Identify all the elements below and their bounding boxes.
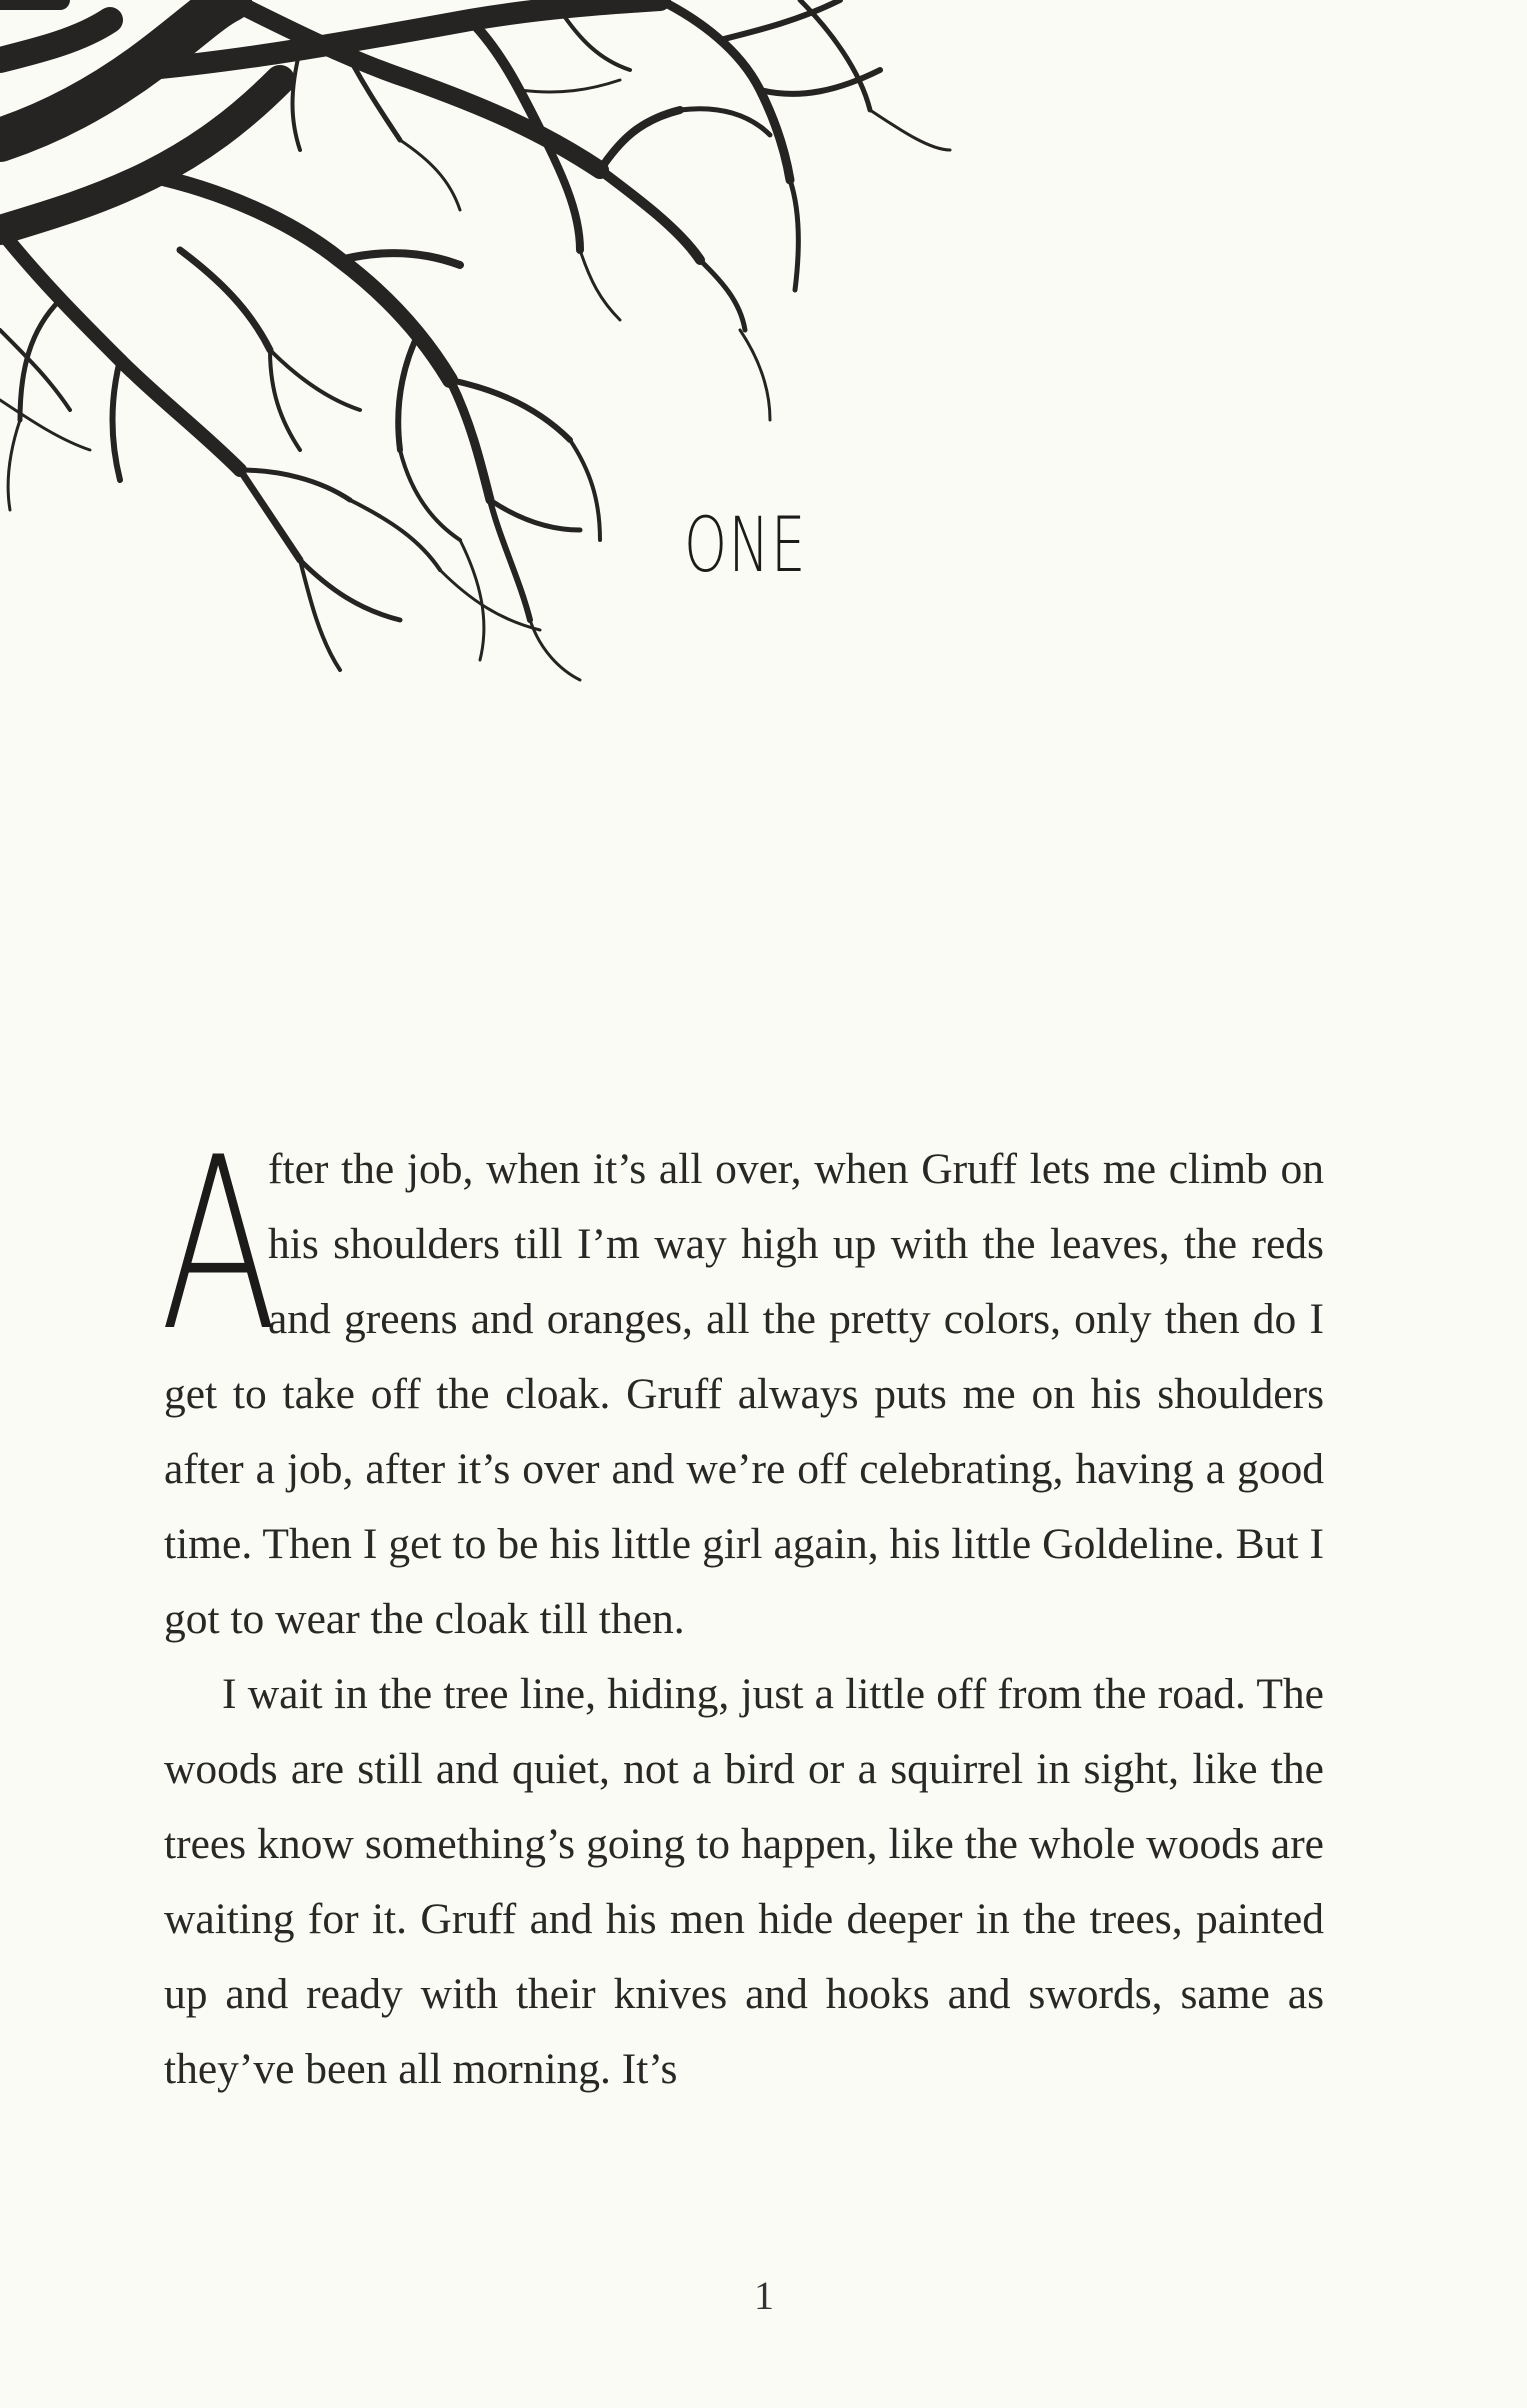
chapter-title: ONE xyxy=(684,500,807,589)
paragraph-second: I wait in the tree line, hiding, just a little off from the road. The woods are still and quiet, not a bird or a squirrel in sight, like the trees know something’s going to happen, like the whole woods are waiting for it. Gruff and his men hide deeper in the trees, painted up and ready with their knives and hooks and swords, same as they’ve been all morning. It’s xyxy=(164,1670,1324,2093)
chapter-body xyxy=(160,1107,1324,2107)
page-number: 1 xyxy=(754,2273,774,2318)
paragraph-first xyxy=(160,1107,1324,1657)
tree-branches-illustration xyxy=(0,0,960,720)
drop-cap: A xyxy=(160,1107,278,1384)
paragraph-first-text: fter the job, when it’s all over, when Gruff lets me climb on his shoulders till I’m way high up with the leaves, the reds and greens and oranges, all the pretty colors, only then do I get to take off the cloak. Gruff always puts me on his shoulders after a job, after it’s over and we’re off celebrating, having a good time. Then I get to be his little girl again, his little Goldeline. But I got to wear the cloak till then. xyxy=(164,1145,1324,1643)
